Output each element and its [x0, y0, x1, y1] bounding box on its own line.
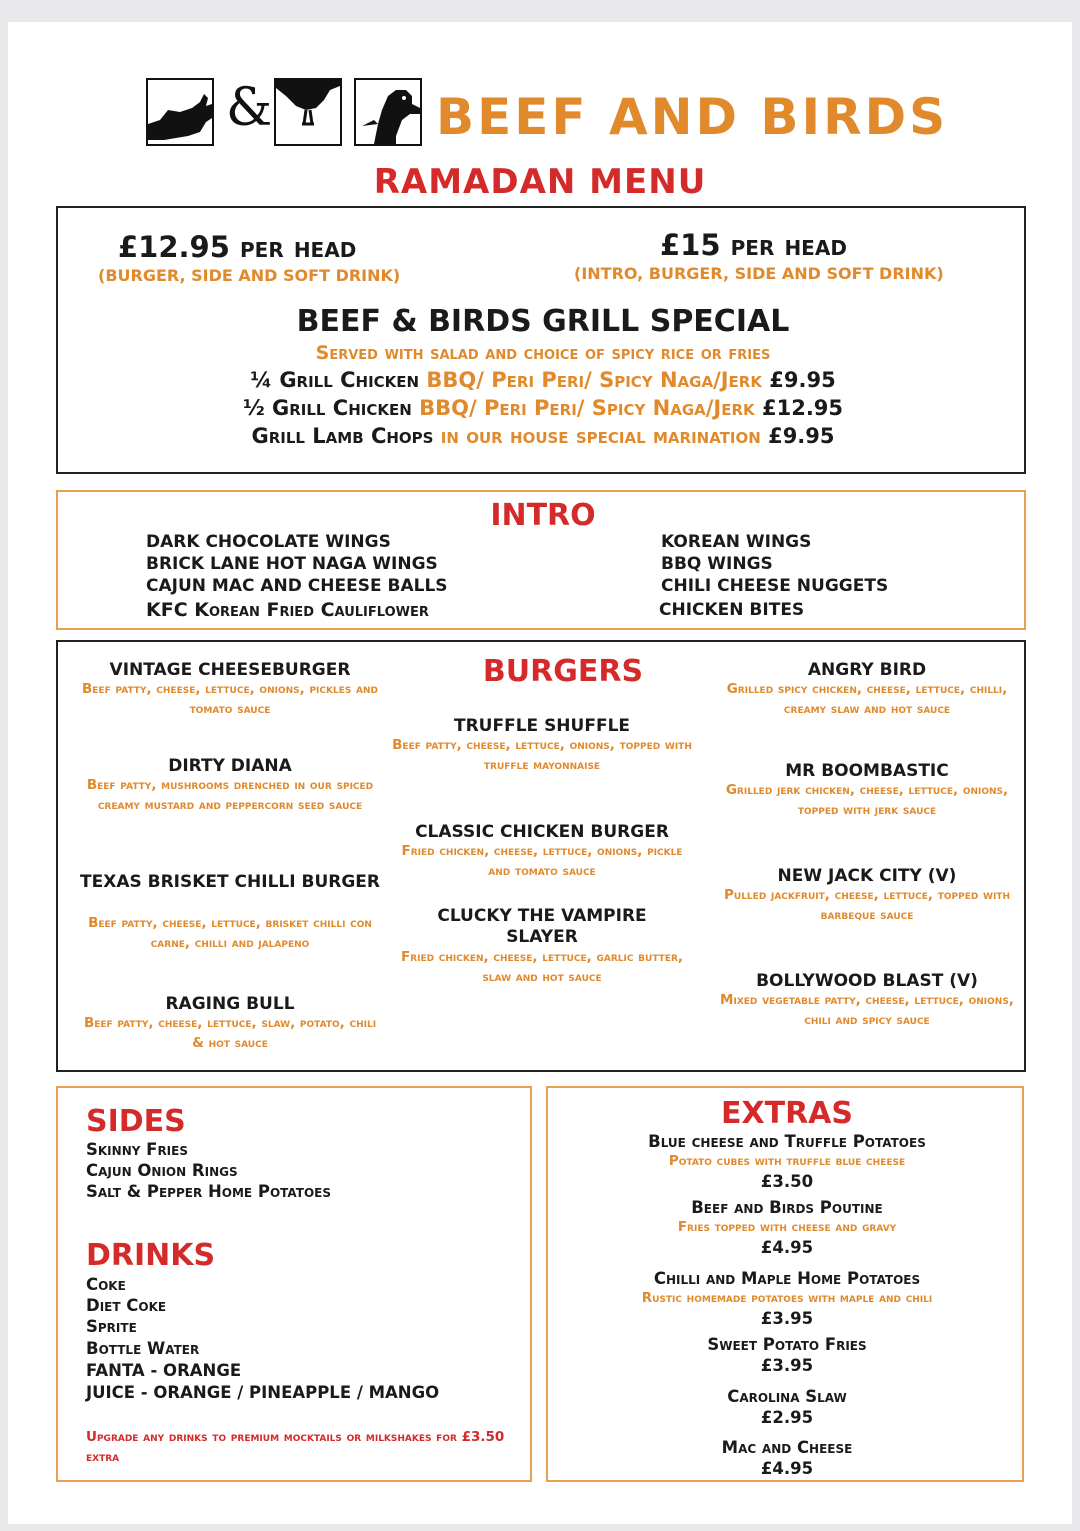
extra-name: Beef and Birds Poutine [691, 1198, 883, 1217]
intro-title: INTRO [490, 498, 596, 533]
extra-name: Sweet Potato Fries [707, 1335, 867, 1354]
burger-name: CLASSIC CHICKEN BURGER [415, 822, 669, 842]
intro-item: KFC Korean Fried Cauliflower [146, 599, 429, 621]
extras-title: EXTRAS [720, 1096, 853, 1131]
drink-item: Bottle Water [86, 1339, 200, 1358]
drink-item: Coke [86, 1275, 126, 1294]
bull-icon [146, 78, 214, 146]
drink-item: Diet Coke [86, 1296, 167, 1315]
burger-desc: Fried chicken, cheese, lettuce, onions, pickle and tomato sauce [401, 843, 683, 879]
grill-served: Served with salad and choice of spicy rice or fries [315, 342, 771, 364]
burger-name: NEW JACK CITY (V) [777, 866, 957, 886]
extras-box [546, 1086, 1024, 1482]
burger-name: VINTAGE CHEESEBURGER [109, 660, 351, 680]
burger-desc: Grilled jerk chicken, cheese, lettuce, onions, topped with jerk sauce [725, 782, 1009, 818]
extra-desc: Potato cubes with truffle blue cheese [668, 1153, 906, 1169]
extra-price: £2.95 [760, 1408, 814, 1427]
extra-name: Carolina Slaw [727, 1387, 847, 1406]
grill-item-price: £9.95 [769, 368, 836, 392]
menu-sheet [8, 22, 1072, 1524]
extra-price: £3.95 [760, 1309, 814, 1328]
burger-desc: Fried chicken, cheese, lettuce, garlic butter, slaw and hot sauce [400, 949, 684, 985]
grill-item [58, 396, 1028, 420]
side-item: Salt & Pepper Home Potatoes [86, 1182, 331, 1201]
extra-price: £4.95 [760, 1459, 814, 1478]
drinks-upgrade-note: Upgrade any drinks to premium mocktails or milkshakes for £3.50 extra [86, 1429, 505, 1465]
burger-desc: Pulled jackfruit, cheese, lettuce, topped with barbeque sauce [724, 887, 1010, 923]
grill-item-options: BBQ/ Peri Peri/ Spicy Naga/Jerk [419, 396, 755, 420]
extra-name: Chilli and Maple Home Potatoes [653, 1269, 921, 1288]
grill-title: BEEF & BIRDS GRILL SPECIAL [296, 304, 790, 339]
sides-title: SIDES [86, 1104, 186, 1139]
extra-price: £3.50 [760, 1172, 814, 1191]
menu-subtitle: RAMADAN MENU [373, 162, 707, 202]
extra-price: £4.95 [760, 1238, 814, 1257]
intro-box [56, 490, 1026, 630]
intro-item: BRICK LANE HOT NAGA WINGS [146, 554, 438, 574]
grill-item-options: in our house special marination [440, 424, 761, 448]
price-left-note: (BURGER, SIDE AND SOFT DRINK) [98, 266, 401, 285]
price-left: £12.95 per head [118, 230, 357, 264]
burger-name: RAGING BULL [165, 994, 295, 1014]
intro-item: KOREAN WINGS [661, 532, 812, 552]
extra-desc: Fries topped with cheese and gravy [677, 1219, 897, 1235]
grill-item-name: ½ Grill Chicken [242, 396, 412, 420]
grill-item [58, 368, 1028, 392]
burger-name: ANGRY BIRD [807, 660, 927, 680]
burgers-title: BURGERS [482, 654, 644, 689]
burger-name: TEXAS BRISKET CHILLI BURGER [80, 872, 380, 892]
intro-item: DARK CHOCOLATE WINGS [146, 532, 391, 552]
ampersand: & [226, 78, 273, 138]
burger-desc: Beef patty, cheese, lettuce, onions, topped with truffle mayonnaise [392, 737, 692, 773]
bird-icon [274, 78, 342, 146]
intro-item: CHICKEN BITES [659, 600, 805, 620]
burgers-box [56, 640, 1026, 1072]
burger-name: CLUCKY THE VAMPIRE SLAYER [437, 906, 647, 947]
grill-item-name: ¼ Grill Chicken [250, 368, 420, 392]
drink-item: Sprite [86, 1317, 137, 1336]
burger-desc: Grilled spicy chicken, cheese, lettuce, chilli, creamy slaw and hot sauce [726, 681, 1008, 717]
extra-desc: Rustic homemade potatoes with maple and chili [641, 1290, 933, 1306]
duck-icon [354, 78, 422, 146]
extra-price: £3.95 [760, 1356, 814, 1375]
burger-name: DIRTY DIANA [168, 756, 292, 776]
price-right: £15 per head [660, 228, 847, 262]
intro-item: CHILI CHEESE NUGGETS [661, 576, 889, 596]
burger-name: MR BOOMBASTIC [785, 761, 949, 781]
grill-item-price: £12.95 [761, 396, 844, 420]
burger-desc: Beef patty, cheese, lettuce, slaw, potato, chili & hot sauce [83, 1015, 377, 1051]
grill-item-name: Grill Lamb Chops [251, 424, 434, 448]
drink-item: FANTA - ORANGE [86, 1361, 242, 1380]
drinks-title: DRINKS [86, 1238, 216, 1273]
price-right-note: (INTRO, BURGER, SIDE AND SOFT DRINK) [574, 264, 944, 283]
burger-desc: Beef patty, mushrooms drenched in our spiced creamy mustard and peppercorn seed sauce [86, 777, 374, 813]
burger-desc: Beef patty, cheese, lettuce, onions, pickles and tomato sauce [81, 681, 379, 717]
burger-desc: Mixed vegetable patty, cheese, lettuce, onions, chili and spicy sauce [720, 992, 1014, 1028]
grill-item-price: £9.95 [768, 424, 835, 448]
grill-item-options: BBQ/ Peri Peri/ Spicy Naga/Jerk [426, 368, 762, 392]
price-box [56, 206, 1026, 474]
brand-title: BEEF AND BIRDS [436, 88, 949, 146]
extra-name: Mac and Cheese [721, 1438, 853, 1457]
burger-name: TRUFFLE SHUFFLE [453, 716, 631, 736]
intro-item: CAJUN MAC AND CHEESE BALLS [146, 576, 448, 596]
burger-desc: Beef patty, cheese, lettuce, brisket chilli con carne, chilli and jalapeno [88, 915, 372, 951]
extra-name: Blue cheese and Truffle Potatoes [648, 1132, 926, 1151]
grill-item [58, 424, 1028, 448]
drink-item: JUICE - ORANGE / PINEAPPLE / MANGO [86, 1383, 440, 1402]
sides-drinks-box [56, 1086, 532, 1482]
intro-item: BBQ WINGS [661, 554, 773, 574]
side-item: Skinny Fries [86, 1140, 188, 1159]
burger-name: BOLLYWOOD BLAST (V) [756, 971, 978, 991]
side-item: Cajun Onion Rings [86, 1161, 238, 1180]
